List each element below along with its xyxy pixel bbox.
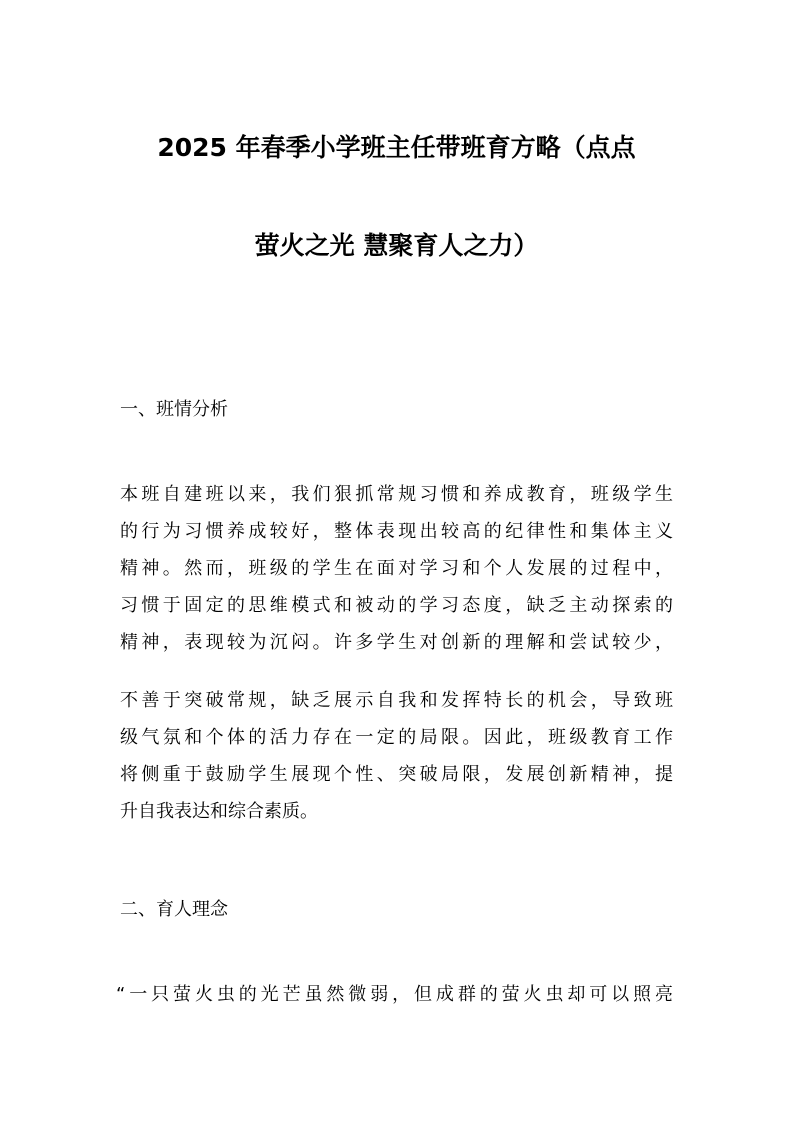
paragraph-line: 级气氛和个体的活力存在一定的局限。因此，班级教育工作 (120, 727, 673, 748)
section-heading-education-philosophy: 二、育人理念 (120, 899, 228, 920)
paragraph-line: 习惯于固定的思维模式和被动的学习态度，缺乏主动探索的 (120, 595, 673, 616)
paragraph-line: 精神，表现较为沉闷。许多学生对创新的理解和尝试较少， (120, 632, 673, 653)
section-heading-class-analysis: 一、班情分析 (120, 399, 228, 420)
document-title-line-2: 萤火之光 慧聚育人之力） (254, 231, 539, 260)
paragraph-line: 升自我表达和综合素质。 (120, 801, 318, 822)
paragraph-line: 的行为习惯养成较好，整体表现出较高的纪律性和集体主义 (120, 521, 673, 542)
paragraph-line: 精神。然而，班级的学生在面对学习和个人发展的过程中， (120, 558, 673, 579)
document-title-line-1: 2025 年春季小学班主任带班育方略（点点 (157, 133, 636, 162)
paragraph-line: 将侧重于鼓励学生展现个性、突破局限，发展创新精神，提 (120, 764, 673, 785)
paragraph-line: 本班自建班以来，我们狠抓常规习惯和养成教育，班级学生 (120, 484, 673, 505)
paragraph-line: “一只萤火虫的光芒虽然微弱，但成群的萤火虫却可以照亮 (116, 984, 673, 1005)
paragraph-line: 不善于突破常规，缺乏展示自我和发挥特长的机会，导致班 (120, 690, 673, 711)
